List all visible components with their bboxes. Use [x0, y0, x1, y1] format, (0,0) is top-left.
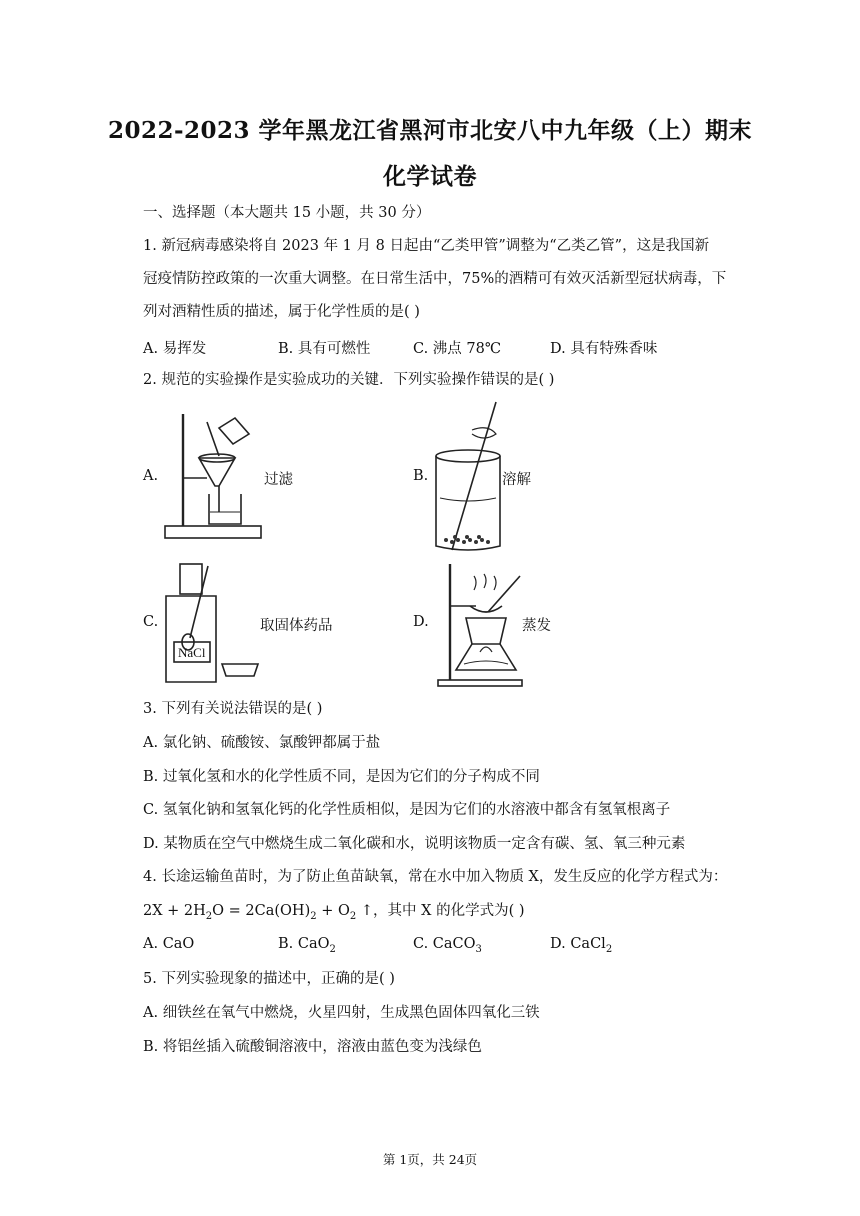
q2-option-b-text: 溶解 [502, 472, 531, 488]
q2-option-b-letter: B. [413, 468, 429, 484]
q1-option-b: B. 具有可燃性 [278, 341, 371, 357]
q3-option-a: A. 氯化钠、硫酸铵、氯酸钾都属于盐 [143, 735, 381, 751]
evaporation-figure [436, 562, 526, 688]
q2-stem: 2. 规范的实验操作是实验成功的关键．下列实验操作错误的是( ) [143, 372, 555, 388]
q2-option-a-letter: A. [143, 468, 159, 484]
q4-option-d: D. CaCl$_2$ [550, 936, 613, 955]
filtration-figure [163, 408, 265, 542]
q1-stem-line3: 列对酒精性质的描述，属于化学性质的是( ) [143, 304, 420, 320]
q2-option-a-text: 过滤 [264, 472, 293, 488]
doc-title-line1: 2022-2023 学年黑龙江省黑河市北安八中九年级（上）期末 [107, 117, 753, 144]
q5-option-a: A. 细铁丝在氧气中燃烧，火星四射，生成黑色固体四氧化三铁 [143, 1005, 540, 1021]
q1-stem-line1: 1. 新冠病毒感染将自 2023 年 1 月 8 日起由“乙类甲管”调整为“乙类乙管”，这是我国新 [143, 238, 710, 254]
q4-option-c: C. CaCO$_3$ [413, 936, 482, 955]
q3-option-c: C. 氢氧化钠和氢氧化钙的化学性质相似，是因为它们的水溶液中都含有氢氧根离子 [143, 802, 671, 818]
nacl-bottle-label: NaCl [178, 645, 206, 660]
q4-stem-line1: 4. 长途运输鱼苗时，为了防止鱼苗缺氧，常在水中加入物质 X，发生反应的化学方程式为： [143, 869, 728, 885]
q5-option-b: B. 将铝丝插入硫酸铜溶液中，溶液由蓝色变为浅绿色 [143, 1039, 482, 1055]
q4-option-a: A. CaO [143, 936, 195, 952]
page-footer: 第 1页，共 24页 [382, 1152, 478, 1167]
q2-option-d-text: 蒸发 [522, 618, 551, 634]
q2-option-d-letter: D. [413, 614, 429, 630]
q2-option-c-text: 取固体药品 [260, 618, 333, 634]
q3-option-d: D. 某物质在空气中燃烧生成二氧化碳和水，说明该物质一定含有碳、氢、氧三种元素 [143, 836, 686, 852]
q1-option-c: C. 沸点 78℃ [413, 341, 502, 357]
q1-option-a: A. 易挥发 [143, 341, 207, 357]
dissolving-figure [432, 400, 504, 554]
section-heading: 一、选择题（本大题共 15 小题，共 30 分） [143, 205, 431, 221]
q4-equation: $2X + 2H_2O = 2Ca(OH)_2 + O_2$ ↑，其中 X 的化学式为( ) [143, 903, 525, 922]
doc-title-line2: 化学试卷 [383, 163, 477, 190]
q1-option-d: D. 具有特殊香味 [550, 341, 658, 357]
q4-option-b: B. CaO$_2$ [278, 936, 336, 955]
q1-stem-line2: 冠疫情防控政策的一次重大调整。在日常生活中，75%的酒精可有效灭活新型冠状病毒，下 [143, 271, 727, 287]
q5-stem: 5. 下列实验现象的描述中，正确的是( ) [143, 971, 395, 987]
q3-stem: 3. 下列有关说法错误的是( ) [143, 701, 323, 717]
q2-option-c-letter: C. [143, 614, 159, 630]
solid-reagent-figure [160, 562, 264, 686]
q3-option-b: B. 过氧化氢和水的化学性质不同，是因为它们的分子构成不同 [143, 769, 540, 785]
